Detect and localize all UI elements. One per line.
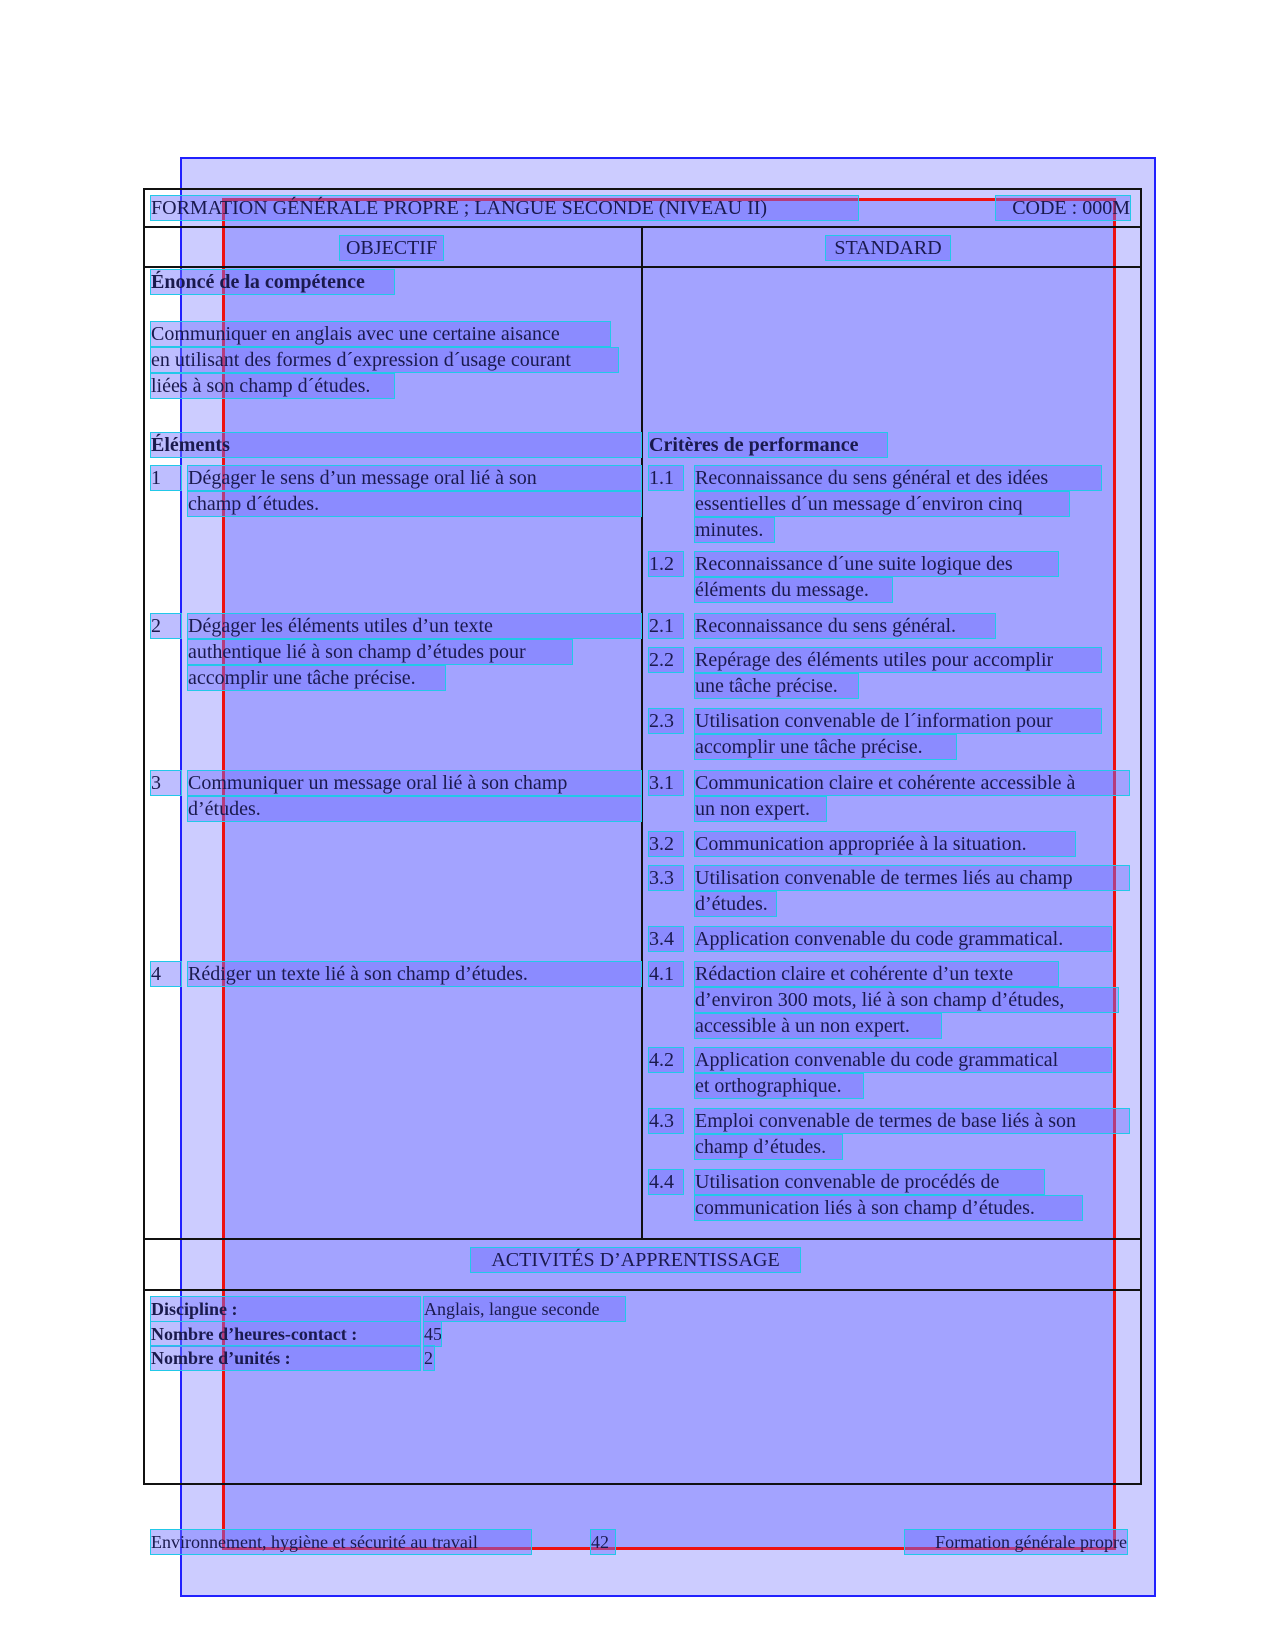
criterion-text: Repérage des éléments utiles pour accomplir: [695, 648, 1101, 672]
criterion-text: d’environ 300 mots, lié à son champ d’études,: [695, 988, 1118, 1012]
criterion-text: Communication claire et cohérente accessible à: [695, 771, 1129, 795]
course-code: CODE : 000M: [996, 196, 1130, 220]
criterion-text: accessible à un non expert.: [695, 1014, 941, 1038]
units-label: Nombre d’unités :: [151, 1346, 420, 1370]
criterion-number: 2.3: [649, 709, 683, 733]
criterion-number: 3.2: [649, 832, 683, 856]
criterion-text: champ d’études.: [695, 1135, 842, 1159]
element-text: Rédiger un texte lié à son champ d’études.: [188, 962, 641, 986]
page-number: 42: [591, 1530, 615, 1554]
criterion-text: Reconnaissance du sens général.: [695, 614, 995, 638]
element-text: authentique lié à son champ d’études pour: [188, 640, 572, 664]
criterion-text: accomplir une tâche précise.: [695, 735, 956, 759]
element-number: 3: [151, 771, 181, 795]
competence-heading: Énoncé de la compétence: [151, 270, 394, 294]
criterion-text: Application convenable du code grammatical: [695, 1048, 1111, 1072]
element-number: 4: [151, 962, 181, 986]
criterion-number: 4.2: [649, 1048, 683, 1072]
activities-top-divider: [143, 1238, 1142, 1240]
criterion-text: minutes.: [695, 518, 774, 542]
discipline-value: Anglais, langue seconde: [424, 1297, 625, 1321]
element-text: accomplir une tâche précise.: [188, 666, 445, 690]
criterion-number: 1.1: [649, 466, 683, 490]
criterion-text: Utilisation convenable de l´information pour: [695, 709, 1101, 733]
criterion-text: d’études.: [695, 892, 776, 916]
element-text: Dégager les éléments utiles d’un texte: [188, 614, 641, 638]
criteria-heading: Critères de performance: [649, 433, 887, 457]
criterion-text: Reconnaissance du sens général et des idées: [695, 466, 1101, 490]
criterion-number: 3.4: [649, 927, 683, 951]
document-title: FORMATION GÉNÉRALE PROPRE ; LANGUE SECONDE (NIVEAU II): [151, 196, 858, 220]
activities-bottom-divider: [143, 1289, 1142, 1291]
criterion-text: éléments du message.: [695, 578, 892, 602]
contact-hours-value: 45: [424, 1324, 442, 1344]
criterion-text: une tâche précise.: [695, 674, 858, 698]
column-divider: [641, 226, 643, 1239]
standard-column-header: STANDARD: [826, 236, 950, 260]
criterion-number: 2.1: [649, 614, 683, 638]
element-number: 2: [151, 614, 181, 638]
units-value: 2: [424, 1348, 433, 1368]
criterion-text: Application convenable du code grammatical.: [695, 927, 1111, 951]
element-number: 1: [151, 466, 181, 490]
criterion-text: Utilisation convenable de procédés de: [695, 1170, 1044, 1194]
criterion-text: un non expert.: [695, 797, 826, 821]
competence-line: en utilisant des formes d´expression d´usage courant: [151, 348, 618, 372]
criterion-number: 3.3: [649, 866, 683, 890]
competence-line: Communiquer en anglais avec une certaine aisance: [151, 322, 610, 346]
element-text: Communiquer un message oral lié à son champ: [188, 771, 641, 795]
contact-hours-label: Nombre d’heures-contact :: [151, 1322, 420, 1346]
elements-heading: Éléments: [151, 433, 641, 457]
criterion-number: 4.1: [649, 962, 683, 986]
footer-left: Environnement, hygiène et sécurité au travail: [151, 1530, 531, 1554]
objective-column-header: OBJECTIF: [340, 236, 443, 260]
element-text: champ d´études.: [188, 492, 641, 516]
element-text: d’études.: [188, 797, 641, 821]
criterion-number: 1.2: [649, 552, 683, 576]
element-text: Dégager le sens d’un message oral lié à son: [188, 466, 641, 490]
criterion-text: Emploi convenable de termes de base liés à son: [695, 1109, 1129, 1133]
criterion-text: communication liés à son champ d’études.: [695, 1196, 1082, 1220]
criterion-number: 4.3: [649, 1109, 683, 1133]
criterion-text: Communication appropriée à la situation.: [695, 832, 1075, 856]
criterion-number: 3.1: [649, 771, 683, 795]
criterion-text: essentielles d´un message d´environ cinq: [695, 492, 1069, 516]
criterion-number: 2.2: [649, 648, 683, 672]
competence-line: liées à son champ d´études.: [151, 374, 394, 398]
criterion-number: 4.4: [649, 1170, 683, 1194]
criterion-text: et orthographique.: [695, 1074, 863, 1098]
activities-heading: ACTIVITÉS D’APPRENTISSAGE: [471, 1248, 800, 1272]
criterion-text: Utilisation convenable de termes liés au champ: [695, 866, 1129, 890]
discipline-label: Discipline :: [151, 1297, 420, 1321]
footer-right: Formation générale propre: [905, 1530, 1127, 1554]
criterion-text: Rédaction claire et cohérente d’un texte: [695, 962, 1058, 986]
criterion-text: Reconnaissance d´une suite logique des: [695, 552, 1058, 576]
